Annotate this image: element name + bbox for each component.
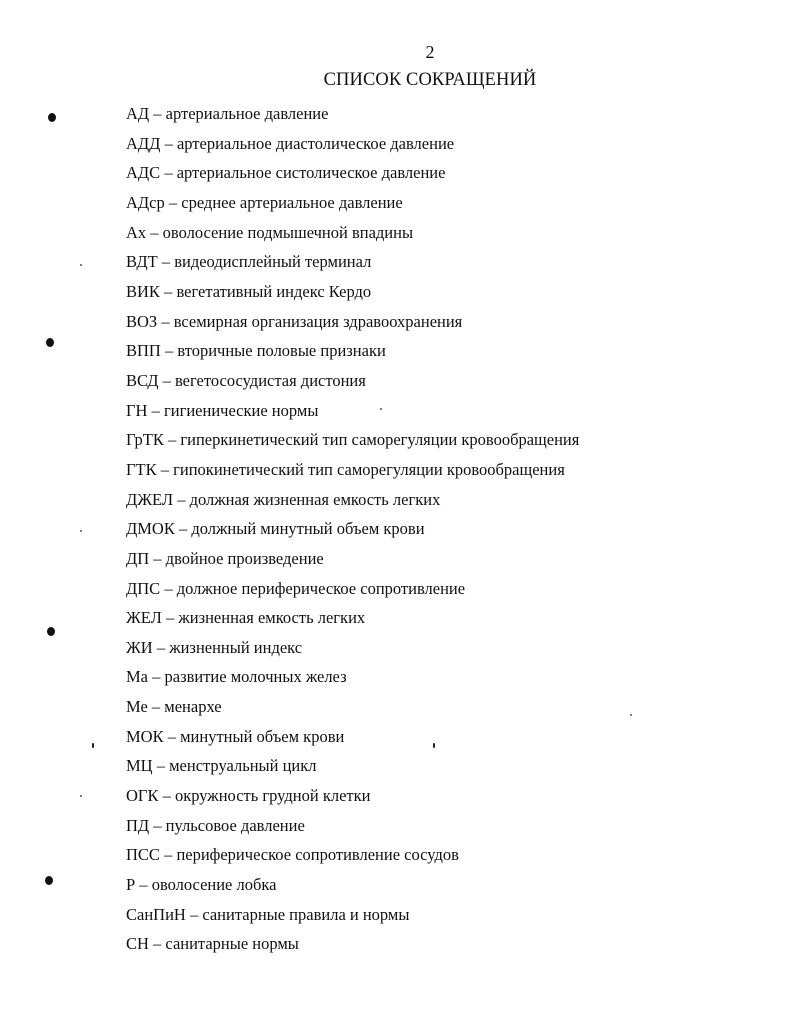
abbreviation-separator: –	[159, 845, 177, 865]
abbreviation-separator: –	[164, 192, 182, 212]
abbreviation-meaning: артериальное давление	[165, 104, 329, 123]
scan-speck	[92, 743, 94, 748]
abbreviation-term: ДМОК	[126, 519, 175, 539]
abbreviation-separator: –	[158, 786, 175, 806]
abbreviation-item	[126, 277, 579, 307]
abbreviation-meaning: периферическое сопротивление сосудов	[176, 845, 459, 865]
abbreviation-separator: –	[159, 281, 177, 301]
abbreviation-meaning: минутный объем крови	[180, 726, 345, 746]
abbreviation-meaning: артериальное систолическое давление	[176, 163, 446, 183]
scan-speck	[80, 264, 82, 266]
abbreviation-separator: –	[163, 430, 181, 450]
scan-speck	[433, 743, 435, 748]
abbreviation-separator: –	[149, 548, 166, 568]
abbreviation-term: АДср	[126, 192, 165, 212]
abbreviation-list	[126, 99, 579, 959]
abbreviation-item	[126, 692, 579, 722]
abbreviation-meaning: должная жизненная емкость легких	[189, 489, 441, 509]
abbreviation-term: ВДТ	[126, 252, 158, 272]
abbreviation-meaning: менструальный цикл	[169, 756, 317, 776]
abbreviation-separator: –	[152, 637, 170, 657]
abbreviation-term: Ме	[126, 697, 148, 717]
abbreviation-meaning: гиперкинетический тип саморегуляции кровообращения	[180, 430, 580, 450]
abbreviation-separator: –	[149, 104, 166, 123]
abbreviation-term: ДПС	[126, 578, 161, 598]
abbreviation-term: Ма	[126, 667, 148, 687]
abbreviation-separator: –	[160, 163, 177, 183]
scan-speck	[630, 714, 632, 716]
abbreviation-meaning: должный минутный объем крови	[191, 519, 425, 539]
abbreviation-item	[126, 188, 579, 218]
scan-speck	[80, 795, 82, 797]
abbreviation-item	[126, 129, 579, 159]
abbreviation-meaning: гипокинетический тип саморегуляции кровообращения	[173, 459, 565, 479]
scan-speck	[80, 530, 82, 532]
abbreviation-meaning: санитарные нормы	[165, 934, 299, 954]
abbreviation-item	[126, 336, 579, 366]
abbreviation-item	[126, 811, 579, 841]
abbreviation-meaning: жизненный индекс	[169, 637, 303, 657]
abbreviation-term: АДД	[126, 133, 161, 153]
abbreviation-meaning: санитарные правила и нормы	[202, 904, 410, 924]
abbreviation-meaning: вторичные половые признаки	[177, 341, 386, 361]
abbreviation-item	[126, 366, 579, 396]
abbreviation-term: ЖЕЛ	[126, 608, 162, 628]
abbreviation-item	[126, 158, 579, 188]
abbreviation-separator: –	[149, 815, 166, 835]
abbreviation-item	[126, 633, 579, 663]
abbreviation-separator: –	[160, 133, 177, 153]
abbreviation-separator: –	[163, 726, 181, 746]
abbreviation-item	[126, 662, 579, 692]
abbreviation-term: СанПиН	[126, 904, 186, 924]
abbreviation-term: МОК	[126, 726, 164, 746]
abbreviation-item	[126, 307, 579, 337]
abbreviation-term: ОГК	[126, 786, 159, 806]
abbreviation-separator: –	[148, 934, 166, 954]
abbreviation-separator: –	[147, 697, 165, 717]
abbreviation-item	[126, 514, 579, 544]
abbreviation-meaning: развитие молочных желез	[164, 667, 347, 687]
abbreviation-separator: –	[161, 608, 179, 628]
abbreviation-item	[126, 218, 579, 248]
abbreviation-item	[126, 99, 579, 129]
scan-mark	[46, 338, 54, 347]
abbreviation-separator: –	[158, 370, 175, 390]
abbreviation-meaning: среднее артериальное давление	[181, 192, 403, 212]
abbreviation-item	[126, 840, 579, 870]
abbreviation-separator: –	[173, 489, 190, 509]
abbreviation-term: ДЖЕЛ	[126, 489, 174, 509]
abbreviation-term: Р	[126, 875, 136, 895]
abbreviation-term: ВИК	[126, 281, 160, 301]
abbreviation-item	[126, 455, 579, 485]
abbreviation-meaning: гигиенические нормы	[163, 400, 319, 420]
page-number: 2	[425, 42, 435, 62]
abbreviation-meaning: двойное произведение	[165, 548, 324, 568]
abbreviation-term: МЦ	[126, 756, 153, 776]
abbreviation-separator: –	[147, 400, 164, 420]
abbreviation-meaning: менархе	[164, 697, 222, 717]
abbreviation-term: ДП	[126, 548, 150, 568]
abbreviation-meaning: всемирная организация здравоохранения	[173, 311, 463, 331]
abbreviation-meaning: оволосение лобка	[151, 875, 277, 895]
abbreviation-term: АД	[126, 104, 150, 123]
abbreviation-item	[126, 722, 579, 752]
scan-mark	[45, 876, 53, 885]
abbreviation-term: ПД	[126, 815, 150, 835]
abbreviation-separator: –	[157, 252, 175, 272]
abbreviation-term: ЖИ	[126, 637, 153, 657]
abbreviation-meaning: вегетососудистая дистония	[174, 370, 366, 390]
abbreviation-item	[126, 603, 579, 633]
abbreviation-meaning: жизненная емкость легких	[178, 608, 366, 628]
abbreviation-meaning: окружность грудной клетки	[174, 786, 371, 806]
abbreviation-item	[126, 870, 579, 900]
abbreviation-term: Ах	[126, 222, 147, 242]
abbreviation-term: ГН	[126, 400, 148, 420]
abbreviation-meaning: видеодисплейный терминал	[174, 252, 372, 272]
abbreviation-separator: –	[156, 459, 174, 479]
scan-mark	[47, 627, 55, 636]
abbreviation-meaning: должное периферическое сопротивление	[176, 578, 466, 598]
abbreviation-item	[126, 396, 579, 426]
abbreviation-term: ГрТК	[126, 430, 164, 450]
abbreviation-item	[126, 574, 579, 604]
abbreviation-separator: –	[157, 311, 174, 331]
abbreviation-meaning: артериальное диастолическое давление	[176, 133, 455, 153]
abbreviation-separator: –	[160, 341, 178, 361]
abbreviation-item	[126, 781, 579, 811]
abbreviation-term: ВПП	[126, 341, 161, 361]
abbreviation-item	[126, 900, 579, 930]
abbreviation-separator: –	[135, 875, 152, 895]
scan-mark	[48, 113, 56, 122]
abbreviation-separator: –	[148, 667, 165, 687]
abbreviation-separator: –	[160, 578, 177, 598]
scan-speck	[380, 408, 382, 410]
abbreviation-term: ПСС	[126, 845, 160, 865]
abbreviation-separator: –	[185, 904, 203, 924]
abbreviation-item	[126, 544, 579, 574]
abbreviation-term: ВСД	[126, 370, 159, 390]
abbreviation-meaning: пульсовое давление	[165, 815, 305, 835]
abbreviation-meaning: вегетативный индекс Кердо	[176, 281, 372, 301]
page-title: СПИСОК СОКРАЩЕНИЙ	[323, 70, 537, 90]
abbreviation-separator: –	[152, 756, 170, 776]
abbreviation-item	[126, 751, 579, 781]
abbreviation-separator: –	[174, 519, 192, 539]
abbreviation-separator: –	[146, 222, 163, 242]
abbreviation-item	[126, 247, 579, 277]
abbreviation-item	[126, 929, 579, 959]
abbreviation-term: ГТК	[126, 459, 157, 479]
abbreviation-meaning: оволосение подмышечной впадины	[162, 222, 414, 242]
abbreviation-term: ВОЗ	[126, 311, 158, 331]
abbreviation-term: СН	[126, 934, 149, 954]
abbreviation-item	[126, 485, 579, 515]
abbreviation-term: АДС	[126, 163, 161, 183]
abbreviation-item	[126, 425, 579, 455]
